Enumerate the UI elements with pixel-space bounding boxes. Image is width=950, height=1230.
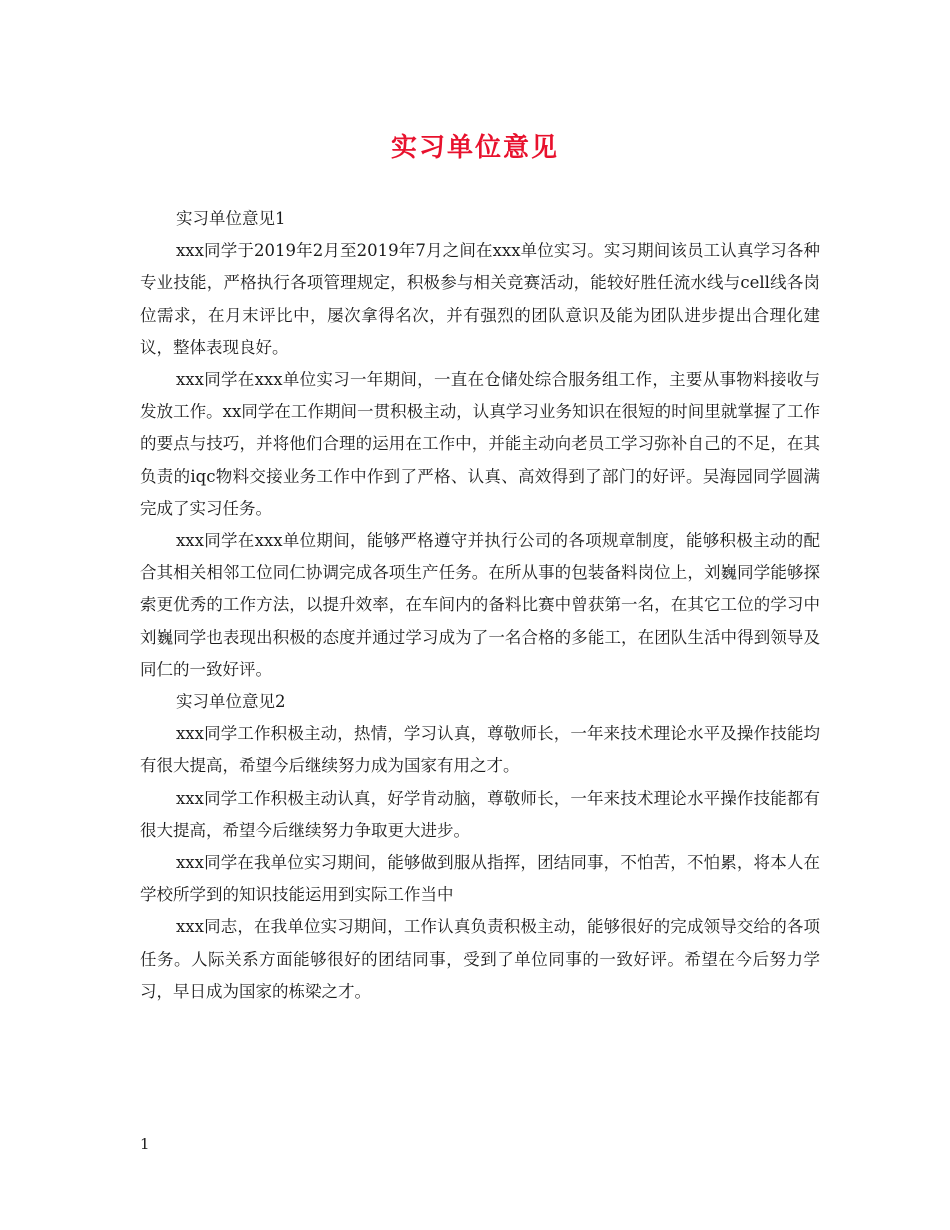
paragraph: xxx同学在xxx单位期间，能够严格遵守并执行公司的各项规章制度，能够积极主动的配合其相关相邻工位同仁协调完成各项生产任务。在所从事的包装备料岗位上，刘巍同学能够探索更优秀的工作方法，以提升效率，在车间内的备料比赛中曾获第一名，在其它工位的学习中刘巍同学也表现出积极的态度并通过学习成为了一名合格的多能工，在团队生活中得到领导及同仁的一致好评。 [140, 531, 820, 679]
paragraph: xxx同学在xxx单位实习一年期间，一直在仓储处综合服务组工作，主要从事物料接收与发放工作。xx同学在工作期间一贯积极主动，认真学习业务知识在很短的时间里就掌握了工作的要点与技巧，并将他们合理的运用在工作中，并能主动向老员工学习弥补自己的不足，在其负责的iqc物料交接业务工作中作到了严格、认真、高效得到了部门的好评。吴海园同学圆满完成了实习任务。 [140, 370, 820, 518]
document-body [140, 203, 820, 1008]
section-heading-2: 实习单位意见2 [176, 692, 286, 712]
paragraph: xxx同学于2019年2月至2019年7月之间在xxx单位实习。实习期间该员工认真学习各种专业技能，严格执行各项管理规定，积极参与相关竞赛活动，能较好胜任流水线与cell线各岗位需求，在月末评比中，屡次拿得名次，并有强烈的团队意识及能为团队进步提出合理化建议，整体表现良好。 [140, 241, 820, 357]
paragraph: xxx同志，在我单位实习期间，工作认真负责积极主动，能够很好的完成领导交给的各项任务。人际关系方面能够很好的团结同事，受到了单位同事的一致好评。希望在今后努力学习，早日成为国家的栋梁之才。 [140, 917, 820, 1001]
document-title: 实习单位意见 [390, 133, 559, 163]
section-heading-1: 实习单位意见1 [176, 209, 286, 228]
paragraph: xxx同学工作积极主动认真，好学肯动脑，尊敬师长，一年来技术理论水平操作技能都有很大提高，希望今后继续努力争取更大进步。 [140, 788, 820, 840]
page-number: 1 [140, 1135, 150, 1153]
paragraph: xxx同学在我单位实习期间，能够做到服从指挥，团结同事，不怕苦，不怕累，将本人在学校所学到的知识技能运用到实际工作当中 [140, 853, 820, 905]
paragraph: xxx同学工作积极主动，热情，学习认真，尊敬师长，一年来技术理论水平及操作技能均有很大提高，希望今后继续努力成为国家有用之才。 [140, 724, 820, 776]
